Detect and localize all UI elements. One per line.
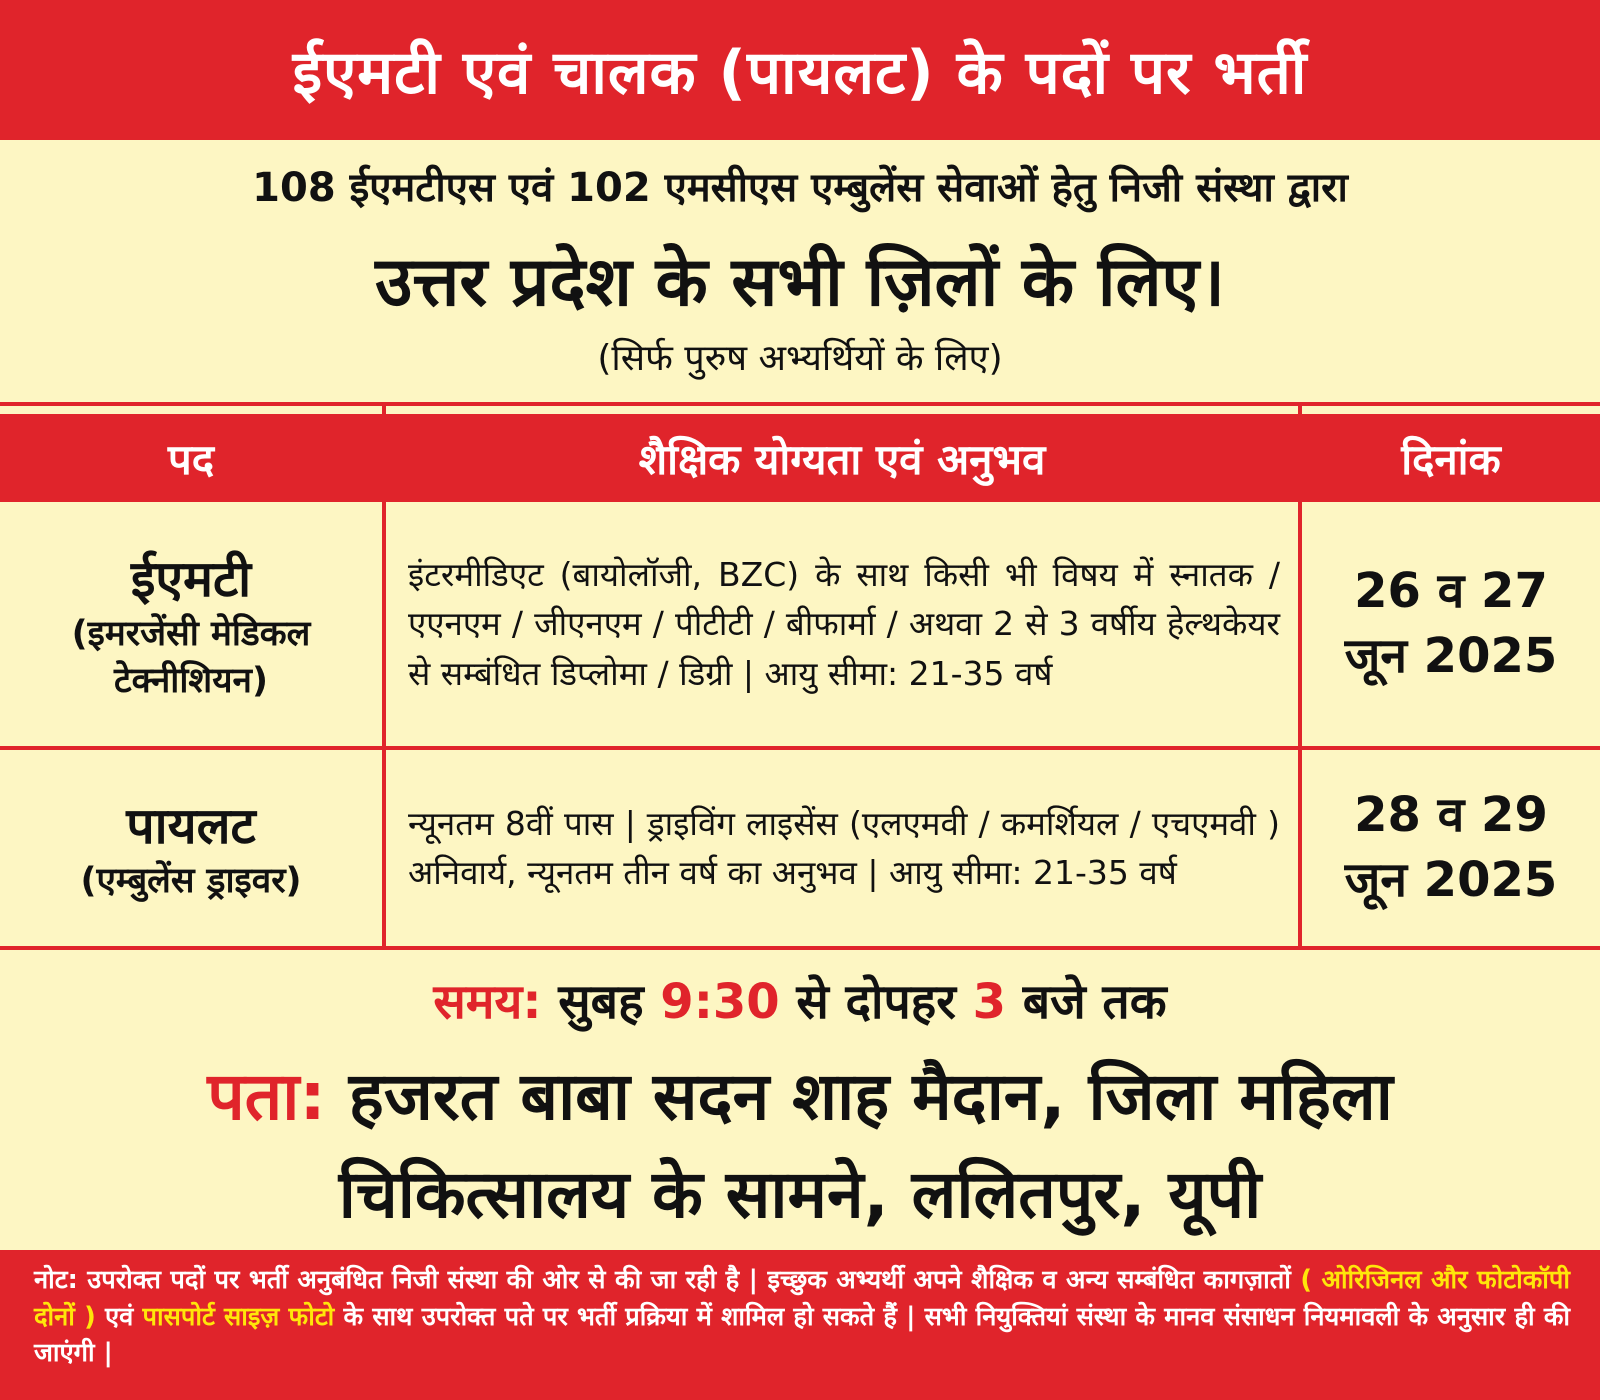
post-name-pilot: पायलट bbox=[126, 797, 256, 856]
address-line-2: चिकित्सालय के सामने, ललितपुर, यूपी bbox=[338, 1155, 1262, 1233]
date-emt-line1: 26 व 27 bbox=[1354, 563, 1548, 620]
timing-text-2: से दोपहर bbox=[779, 974, 973, 1030]
date-pilot-line2: जून 2025 bbox=[1344, 852, 1558, 908]
header-qualification: शैक्षिक योग्यता एवं अनुभव bbox=[386, 414, 1298, 502]
timing-start: 9:30 bbox=[660, 974, 780, 1030]
table-row-pilot-date bbox=[1302, 750, 1600, 946]
timing-line bbox=[0, 968, 1600, 1033]
qualification-pilot: न्यूनतम 8वीं पास | ड्राइविंग लाइसेंस (एलएमवी / कमर्शियल / एचएमवी ) अनिवार्य, न्यूनतम तीन वर्ष का अनुभव | आयु सीमा: 21-35 वर्ष bbox=[408, 803, 1280, 892]
post-name-emt: ईएमटी bbox=[130, 549, 252, 608]
recruitment-table bbox=[0, 402, 1600, 950]
timing-end: 3 bbox=[972, 974, 1006, 1030]
note-text-2: एवं bbox=[95, 1301, 143, 1332]
date-pilot-line1: 28 व 29 bbox=[1354, 787, 1548, 844]
table-row-pilot-qualification bbox=[386, 750, 1298, 946]
header-post: पद bbox=[0, 414, 382, 502]
note-highlight-documents: ( ओरिजिनल और फोटोकॉपी दोनों ) bbox=[34, 1265, 1570, 1332]
table-row-emt-post bbox=[0, 502, 382, 746]
intro-region-line: उत्तर प्रदेश के सभी ज़िलों के लिए। bbox=[375, 243, 1225, 322]
note-text-3: के साथ उपरोक्त पते पर भर्ती प्रक्रिया में शामिल हो सकते हैं | सभी नियुक्तियां संस्था के मानव संसाधन नियमावली के अनुसार ही की जाएंगी | bbox=[34, 1301, 1571, 1369]
note-text-1: नोट: उपरोक्त पदों पर भर्ती अनुबंधित निजी संस्था की ओर से की जा रही है | इच्छुक अभ्यर्थी अपने शैक्षिक व अन्य सम्बंधित कागज़ातों bbox=[34, 1265, 1301, 1295]
address-label: पता: bbox=[207, 1058, 326, 1135]
timing-text-1: सुबह bbox=[541, 974, 661, 1030]
note-footer bbox=[0, 1250, 1600, 1400]
note-highlight-photo: पासपोर्ट साइज़ फोटो bbox=[142, 1301, 335, 1332]
intro-eligibility-line: (सिर्फ पुरुष अभ्यर्थियों के लिए) bbox=[597, 338, 1003, 379]
table-row-emt-date bbox=[1302, 502, 1600, 746]
address-block bbox=[0, 1048, 1600, 1243]
timing-label: समय: bbox=[433, 974, 542, 1030]
address-text-1: हजरत बाबा सदन शाह मैदान, जिला महिला bbox=[325, 1058, 1393, 1135]
table-row-emt-qualification bbox=[386, 502, 1298, 746]
post-detail-emt-1: (इमरजेंसी मेडिकल bbox=[71, 613, 311, 654]
table-row-pilot-post bbox=[0, 750, 382, 946]
intro-section bbox=[0, 140, 1600, 402]
post-detail-emt-2: टेक्नीशियन) bbox=[114, 661, 268, 701]
address-line-1 bbox=[0, 1048, 1600, 1146]
date-emt-line2: जून 2025 bbox=[1344, 628, 1558, 684]
page-title: ईएमटी एवं चालक (पायलट) के पदों पर भर्ती bbox=[0, 0, 1600, 140]
qualification-emt: इंटरमीडिएट (बायोलॉजी, BZC) के साथ किसी भी विषय में स्नातक / एएनएम / जीएनएम / पीटीटी / बीफार्मा / अथवा 2 से 3 वर्षीय हेल्थकेयर से सम्बंधित डिप्लोमा / डिग्री | आयु सीमा: 21-35 वर्ष bbox=[408, 554, 1280, 693]
post-detail-pilot: (एम्बुलेंस ड्राइवर) bbox=[80, 861, 302, 902]
header-date: दिनांक bbox=[1302, 414, 1600, 502]
intro-services-line: 108 ईएमटीएस एवं 102 एमसीएस एम्बुलेंस सेवाओं हेतु निजी संस्था द्वारा bbox=[252, 165, 1348, 211]
timing-text-3: बजे तक bbox=[1005, 974, 1167, 1030]
